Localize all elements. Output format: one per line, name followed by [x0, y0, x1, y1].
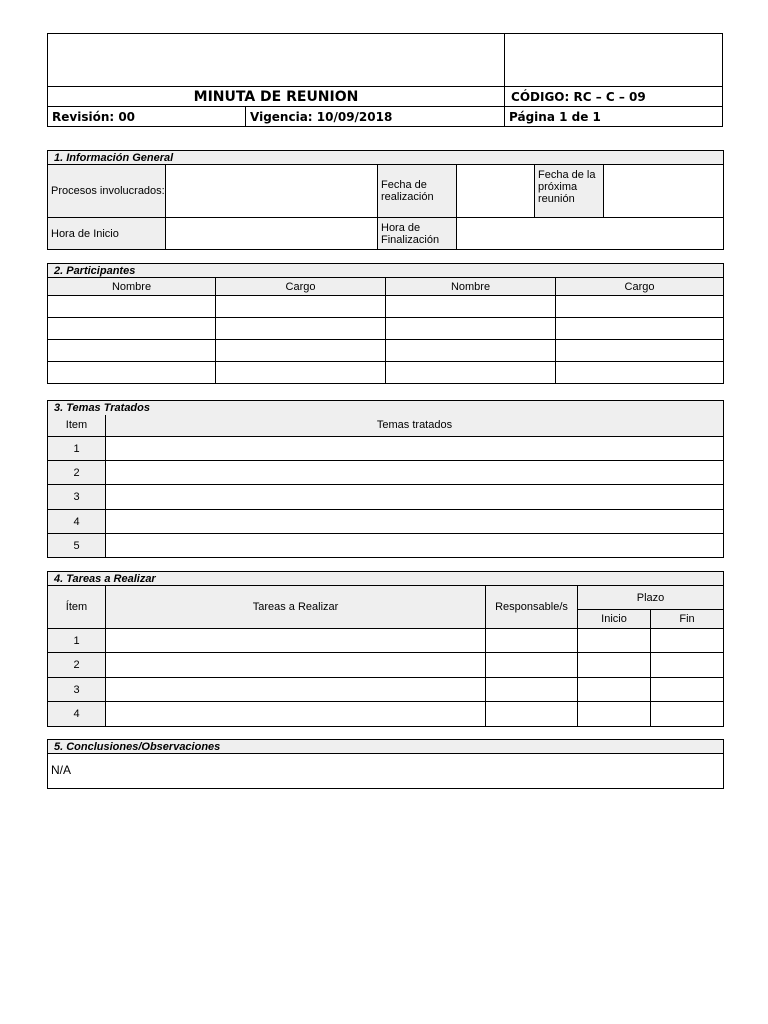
tarea-field[interactable]: [106, 702, 486, 727]
responsable-field[interactable]: [486, 702, 578, 727]
table-row: [48, 340, 724, 362]
table-row: [48, 629, 724, 653]
column-header-fin: Fin: [651, 610, 724, 629]
tarea-field[interactable]: [106, 629, 486, 653]
tema-field[interactable]: [106, 461, 724, 485]
table-row: [48, 678, 724, 702]
item-number: 1: [48, 437, 106, 461]
fin-field[interactable]: [651, 653, 724, 678]
fin-field[interactable]: [651, 629, 724, 653]
tema-field[interactable]: [106, 437, 724, 461]
procesos-field[interactable]: [166, 165, 378, 218]
revision-label: Revisión: 00: [48, 107, 246, 127]
cell[interactable]: [48, 362, 216, 384]
document-title: MINUTA DE REUNION: [48, 87, 505, 107]
item-number: 2: [48, 461, 106, 485]
responsable-field[interactable]: [486, 629, 578, 653]
column-header-plazo: Plazo: [578, 586, 724, 610]
document-header: [47, 33, 723, 127]
fecha-realizacion-field[interactable]: [457, 165, 535, 218]
table-row: [48, 510, 724, 534]
cell[interactable]: [386, 318, 556, 340]
cell[interactable]: [216, 362, 386, 384]
cell[interactable]: [48, 340, 216, 362]
inicio-field[interactable]: [578, 629, 651, 653]
header-blank-cell: [505, 34, 723, 87]
column-header-responsable: Responsable/s: [486, 586, 578, 629]
column-header-tareas: Tareas a Realizar: [106, 586, 486, 629]
fin-field[interactable]: [651, 702, 724, 727]
fin-field[interactable]: [651, 678, 724, 702]
hora-inicio-field[interactable]: [166, 218, 378, 250]
column-header: Cargo: [216, 278, 386, 296]
column-header: Nombre: [386, 278, 556, 296]
responsable-field[interactable]: [486, 678, 578, 702]
section-title: 5. Conclusiones/Observaciones: [48, 740, 724, 754]
tema-field[interactable]: [106, 510, 724, 534]
table-row: [48, 485, 724, 510]
item-number: 4: [48, 702, 106, 727]
page-number: Página 1 de 1: [505, 107, 723, 127]
table-row: [48, 461, 724, 485]
section-title: 1. Información General: [48, 151, 724, 165]
section-tareas: [47, 571, 724, 727]
tarea-field[interactable]: [106, 678, 486, 702]
hora-inicio-label: Hora de Inicio: [48, 218, 166, 250]
column-header: Cargo: [556, 278, 724, 296]
column-header-item: Ítem: [48, 586, 106, 629]
item-number: 3: [48, 485, 106, 510]
fecha-proxima-label: Fecha de la próxima reunión: [535, 165, 604, 218]
cell[interactable]: [556, 340, 724, 362]
item-number: 4: [48, 510, 106, 534]
section-title: 3. Temas Tratados: [48, 401, 724, 415]
section-informacion-general: [47, 150, 724, 250]
inicio-field[interactable]: [578, 702, 651, 727]
cell[interactable]: [386, 296, 556, 318]
table-row: [48, 702, 724, 727]
document-code: CÓDIGO: RC – C – 09: [505, 87, 723, 107]
tema-field[interactable]: [106, 534, 724, 558]
table-row: [48, 653, 724, 678]
cell[interactable]: [216, 296, 386, 318]
cell[interactable]: [386, 362, 556, 384]
tarea-field[interactable]: [106, 653, 486, 678]
table-row: [48, 437, 724, 461]
conclusiones-text[interactable]: N/A: [48, 754, 724, 789]
cell[interactable]: [216, 318, 386, 340]
column-header: Nombre: [48, 278, 216, 296]
tema-field[interactable]: [106, 485, 724, 510]
column-header-item: Item: [48, 415, 106, 437]
procesos-label: Procesos involucrados:: [48, 165, 166, 218]
cell[interactable]: [386, 340, 556, 362]
table-row: [48, 534, 724, 558]
table-row: [48, 296, 724, 318]
cell[interactable]: [556, 318, 724, 340]
section-participantes: [47, 263, 724, 384]
item-number: 3: [48, 678, 106, 702]
hora-final-field[interactable]: [457, 218, 724, 250]
table-row: [48, 362, 724, 384]
item-number: 1: [48, 629, 106, 653]
cell[interactable]: [216, 340, 386, 362]
fecha-proxima-field[interactable]: [604, 165, 724, 218]
section-title: 2. Participantes: [48, 264, 724, 278]
cell[interactable]: [556, 362, 724, 384]
item-number: 5: [48, 534, 106, 558]
hora-final-label: Hora de Finalización: [378, 218, 457, 250]
table-row: [48, 318, 724, 340]
cell[interactable]: [48, 296, 216, 318]
inicio-field[interactable]: [578, 678, 651, 702]
responsable-field[interactable]: [486, 653, 578, 678]
logo-area: [48, 34, 505, 87]
item-number: 2: [48, 653, 106, 678]
vigencia-label: Vigencia: 10/09/2018: [246, 107, 505, 127]
column-header-temas: Temas tratados: [106, 415, 724, 437]
section-conclusiones: [47, 739, 724, 789]
inicio-field[interactable]: [578, 653, 651, 678]
section-title: 4. Tareas a Realizar: [48, 572, 724, 586]
fecha-realizacion-label: Fecha de realización: [378, 165, 457, 218]
column-header-inicio: Inicio: [578, 610, 651, 629]
cell[interactable]: [48, 318, 216, 340]
cell[interactable]: [556, 296, 724, 318]
section-temas-tratados: [47, 400, 724, 558]
